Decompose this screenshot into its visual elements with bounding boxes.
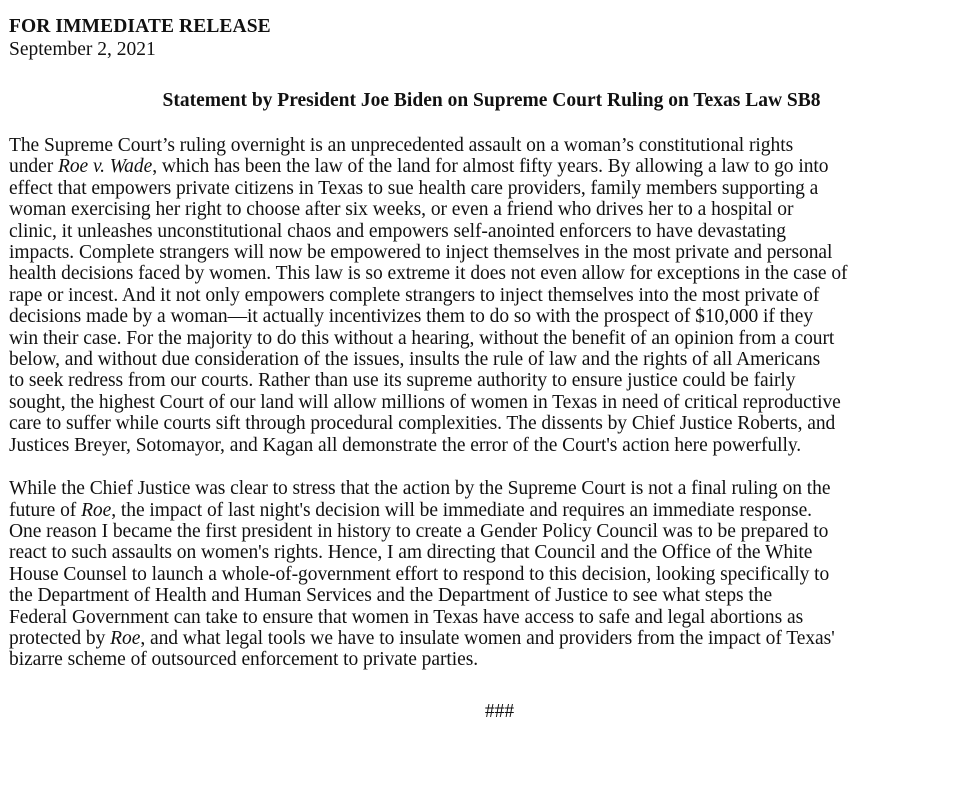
line-text: react to such assaults on women's rights. Hence, I am directing that Council and the Office of the White — [9, 542, 813, 564]
paragraph-line — [9, 285, 966, 306]
paragraph-line — [9, 413, 966, 434]
line-text: under — [9, 156, 58, 178]
line-text: effect that empowers private citizens in Texas to sue health care providers, family members supporting a — [9, 177, 819, 199]
line-text: the Department of Health and Human Services and the Department of Justice to see what steps the — [9, 585, 773, 607]
paragraph-line — [9, 585, 966, 606]
paragraph-line — [9, 199, 966, 220]
release-label: FOR IMMEDIATE RELEASE — [9, 16, 271, 37]
line-text: , the impact of last night's decision will be immediate and requires an immediate response. — [111, 499, 813, 521]
paragraph-line — [9, 242, 966, 263]
line-text: win their case. For the majority to do this without a hearing, without the benefit of an opinion from a court — [9, 327, 835, 349]
paragraph-line — [9, 349, 966, 370]
line-text: below, and without due consideration of the issues, insults the rule of law and the rights of all Americans — [9, 349, 821, 371]
paragraph-line — [9, 156, 966, 177]
line-text: health decisions faced by women. This law is so extreme it does not even allow for exceptions in the case of — [9, 263, 848, 285]
paragraph-line — [9, 607, 966, 628]
line-text: House Counsel to launch a whole-of-government effort to respond to this decision, looking specifically to — [9, 563, 830, 585]
release-date: September 2, 2021 — [9, 39, 156, 60]
paragraph-line — [9, 542, 966, 563]
line-text: to seek redress from our courts. Rather than use its supreme authority to ensure justice could be fairly — [9, 370, 796, 392]
line-text: decisions made by a woman—it actually incentivizes them to do so with the prospect of $10,000 if they — [9, 306, 814, 328]
paragraph-line — [9, 263, 966, 284]
paragraph-line — [9, 328, 966, 349]
statement-paragraph-1 — [9, 135, 966, 456]
line-text: woman exercising her right to choose after six weeks, or even a friend who drives her to a hospital or — [9, 199, 794, 221]
paragraph-line — [9, 135, 966, 156]
line-text: rape or incest. And it not only empowers complete strangers to inject themselves into the most private of — [9, 284, 820, 306]
line-text: The Supreme Court’s ruling overnight is an unprecedented assault on a woman’s constitutional rights — [9, 135, 794, 156]
end-of-release-mark: ### — [484, 700, 515, 722]
line-text: bizarre scheme of outsourced enforcement to private parties. — [9, 649, 479, 671]
statement-title: Statement by President Joe Biden on Supreme Court Ruling on Texas Law SB8 — [162, 90, 821, 111]
line-text: future of — [9, 499, 82, 521]
paragraph-line — [9, 564, 966, 585]
line-text: sought, the highest Court of our land will allow millions of women in Texas in need of critical reproductive — [9, 391, 841, 413]
paragraph-line — [9, 306, 966, 327]
paragraph-line — [9, 221, 966, 242]
line-text: While the Chief Justice was clear to stress that the action by the Supreme Court is not a final ruling on the — [9, 478, 831, 500]
line-text: impacts. Complete strangers will now be empowered to inject themselves in the most private and personal — [9, 242, 833, 264]
line-text: care to suffer while courts sift through procedural complexities. The dissents by Chief Justice Roberts, and — [9, 413, 836, 435]
line-text: Justices Breyer, Sotomayor, and Kagan all demonstrate the error of the Court's action here powerfully. — [9, 434, 802, 456]
italic-case-name: Roe — [81, 499, 112, 521]
statement-paragraph-2 — [9, 478, 966, 671]
paragraph-line — [9, 392, 966, 413]
paragraph-line — [9, 478, 966, 499]
paragraph-line — [9, 521, 966, 542]
italic-case-name: Roe v. Wade — [57, 156, 153, 178]
paragraph-line — [9, 370, 966, 391]
paragraph-line — [9, 435, 966, 456]
line-text: Federal Government can take to ensure that women in Texas have access to safe and legal abortions as — [9, 606, 804, 628]
paragraph-line — [9, 178, 966, 199]
italic-case-name: Roe — [110, 627, 141, 649]
line-text: , and what legal tools we have to insulate women and providers from the impact of Texas' — [140, 627, 835, 649]
line-text: clinic, it unleashes unconstitutional chaos and empowers self-anointed enforcers to have devastating — [9, 220, 786, 242]
line-text: One reason I became the first president in history to create a Gender Policy Council was to be prepared to — [9, 520, 829, 542]
paragraph-line — [9, 500, 966, 521]
paragraph-line — [9, 649, 966, 670]
line-text: , which has been the law of the land for almost fifty years. By allowing a law to go into — [152, 156, 829, 178]
paragraph-line — [9, 628, 966, 649]
line-text: protected by — [9, 627, 111, 649]
